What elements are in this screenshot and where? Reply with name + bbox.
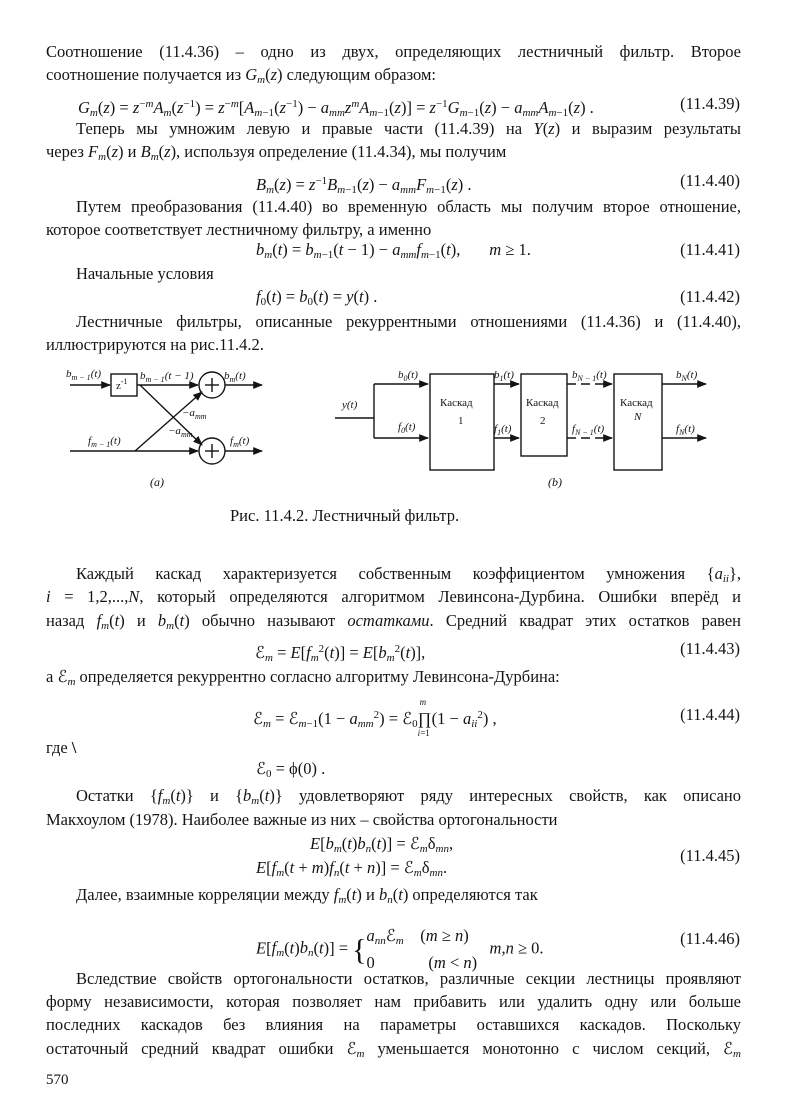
text-line: где \ [46, 738, 77, 757]
equation-number: (11.4.46) [680, 929, 740, 948]
equation: $B_m(z) = z^{-1}B_{m-1}(z) - a_{mm}F_{m-1}(z)$ . [256, 175, 472, 196]
text-line: Далее, взаимные корреляции между $f_m(t)$ и $b_n(t)$ определяются так [76, 885, 538, 906]
text-line: иллюстрируются на рис.11.4.2. [46, 335, 264, 354]
fig-b-input: y(t) [342, 399, 358, 411]
equation-number: (11.4.44) [680, 705, 740, 724]
fig-b-fN1: $f_{N - 1}(t)$ [572, 423, 605, 437]
fig-b-cascade-N: Каскад [620, 397, 653, 409]
fig-b-f0: $f_0(t)$ [398, 421, 416, 435]
fig-b-fN: $f_N(t)$ [676, 423, 695, 437]
equation-number: (11.4.45) [680, 846, 740, 865]
fig-a-label: (a) [150, 475, 164, 489]
fig-b-cascade-1-num: 1 [458, 415, 464, 427]
fig-a-out-b: $b_m(t)$ [224, 370, 246, 384]
fig-b-cascade-N-num: N [634, 411, 642, 423]
equation: $f_0(t) = b_0(t) = y(t)$ . [256, 287, 378, 308]
fig-a-coef-top: $-a_{mm}$ [182, 407, 207, 421]
equation: $G_m(z) = z^{-m}A_m(z^{-1}) = z^{-m}[A_{m-1}(z^{-1}) - a_{mm}z^mA_{m-1}(z)] = z^{-1}G_{m-1}(z) - a_{mm}A_{m-1}(z)$ . [78, 98, 594, 119]
text-line: соотношение получается из $G_m(z)$ следующим образом: [46, 65, 437, 86]
equation-number: (11.4.43) [680, 639, 740, 658]
fig-b-f1: $f_1(t)$ [494, 423, 512, 437]
equation-number: (11.4.42) [680, 287, 740, 306]
text-line: через $F_m(z)$ и $B_m(z)$, используя определение (11.4.34), мы получим [46, 142, 507, 163]
figure-caption: Рис. 11.4.2. Лестничный фильтр. [230, 506, 460, 525]
fig-b-cascade-2-num: 2 [540, 415, 546, 427]
equation-number: (11.4.40) [680, 171, 740, 190]
fig-a-coef-bottom: $-a_{mm}$ [168, 425, 193, 439]
text-line: назад $f_m(t)$ и $b_m(t)$ обычно называют остатками. Средний квадрат этих остатков равен [46, 611, 742, 632]
text-line: которое соответствует лестничному фильтру, а именно [46, 220, 432, 239]
fig-a-delay: $z^{-1}$ [116, 377, 128, 392]
text-line: Соотношение (11.4.36) – одно из двух, определяющих лестничный фильтр. Второе [46, 42, 741, 61]
equation: ℰ$_m$ = ℰ$_{m-1}$(1 − $a_{mm}^2$) = ℰ$_0$ m ∏ i=1 $(1 - a_{ii}^2)$ , [253, 697, 497, 738]
equation: $E[b_m(t)b_n(t)]$ = $ℰ_m\delta_{mn}$, [310, 834, 454, 855]
page-number: 570 [46, 1072, 69, 1088]
text-line: остаточный средний квадрат ошибки ℰ$_m$ уменьшается монотонно с числом секций, ℰ$_m$ [46, 1039, 741, 1060]
text-line: Лестничные фильтры, описанные рекуррентными отношениями (11.4.36) и (11.4.40), [76, 312, 741, 331]
text-line: Макхоулом (1978). Наиболее важные из них – свойства ортогональности [46, 810, 558, 829]
equation: $E[f_m(t)b_n(t)]$ = {$a_{nn}ℰ_m$ (m ≥ n) 0 (m < n) m,n ≥ 0. [256, 926, 544, 972]
fig-b-bN1: $b_{N - 1}(t)$ [572, 369, 607, 383]
ladder-filter-figure [0, 360, 796, 500]
text-line: i = 1,2,...,N, который определяются алгоритмом Левинсона-Дурбина. Ошибки вперёд и [46, 587, 741, 606]
text-line: а ℰ$_m$ определяется рекуррентно согласно алгоритму Левинсона-Дурбина: [46, 667, 560, 688]
equation-number: (11.4.41) [680, 240, 740, 259]
text-line: последних каскадов без влияния на параметры оставшихся каскадов. Поскольку [46, 1015, 741, 1034]
fig-b-label: (b) [548, 475, 562, 489]
equation: ℰ$_m$ = $E[f_m^2(t)] = E[b_m^2(t)]$, [255, 643, 426, 664]
fig-b-cascade-1: Каскад [440, 397, 473, 409]
text-line: форму независимости, которая позволяет нам прибавить или удалить одну или больше [46, 992, 741, 1011]
fig-b-bN: $b_N(t)$ [676, 369, 698, 383]
text-line: Путем преобразования (11.4.40) во временную область мы получим второе отношение, [76, 197, 741, 216]
text-line: Вследствие свойств ортогональности остатков, различные секции лестницы проявляют [76, 969, 741, 988]
equation-number: (11.4.39) [680, 94, 740, 113]
fig-a-in-b: $b_{m - 1}(t)$ [66, 368, 102, 382]
text-line: Начальные условия [76, 264, 214, 283]
fig-a-in-f: $f_{m - 1}(t)$ [88, 435, 121, 449]
text-line: Остатки $\{f_m(t)\}$ и $\{b_m(t)\}$ удовлетворяют ряду интересных свойств, как описано [76, 786, 742, 807]
fig-a-out-f: $f_m(t)$ [230, 435, 250, 449]
equation: ℰ$_0$ = ϕ(0) . [256, 759, 326, 780]
equation: $E[f_m(t + m)f_n(t + n)]$ = $ℰ_m\delta_{mn}$. [256, 858, 448, 879]
fig-b-b0: $b_0(t)$ [398, 369, 418, 383]
fig-b-cascade-2: Каскад [526, 397, 559, 409]
text-line: Теперь мы умножим левую и правые части (11.4.39) на Y(z) и выразим результаты [76, 119, 741, 138]
fig-a-mid-b: $b_{m - 1}(t - 1)$ [140, 370, 194, 384]
fig-b-b1: $b_1(t)$ [494, 369, 514, 383]
text-line: Каждый каскад характеризуется собственным коэффициентом умножения $\{a_{ii}\}$, [76, 564, 741, 585]
equation: $b_m(t) = b_{m-1}(t - 1) - a_{mm}f_{m-1}(t)$, m ≥ 1. [256, 240, 531, 261]
